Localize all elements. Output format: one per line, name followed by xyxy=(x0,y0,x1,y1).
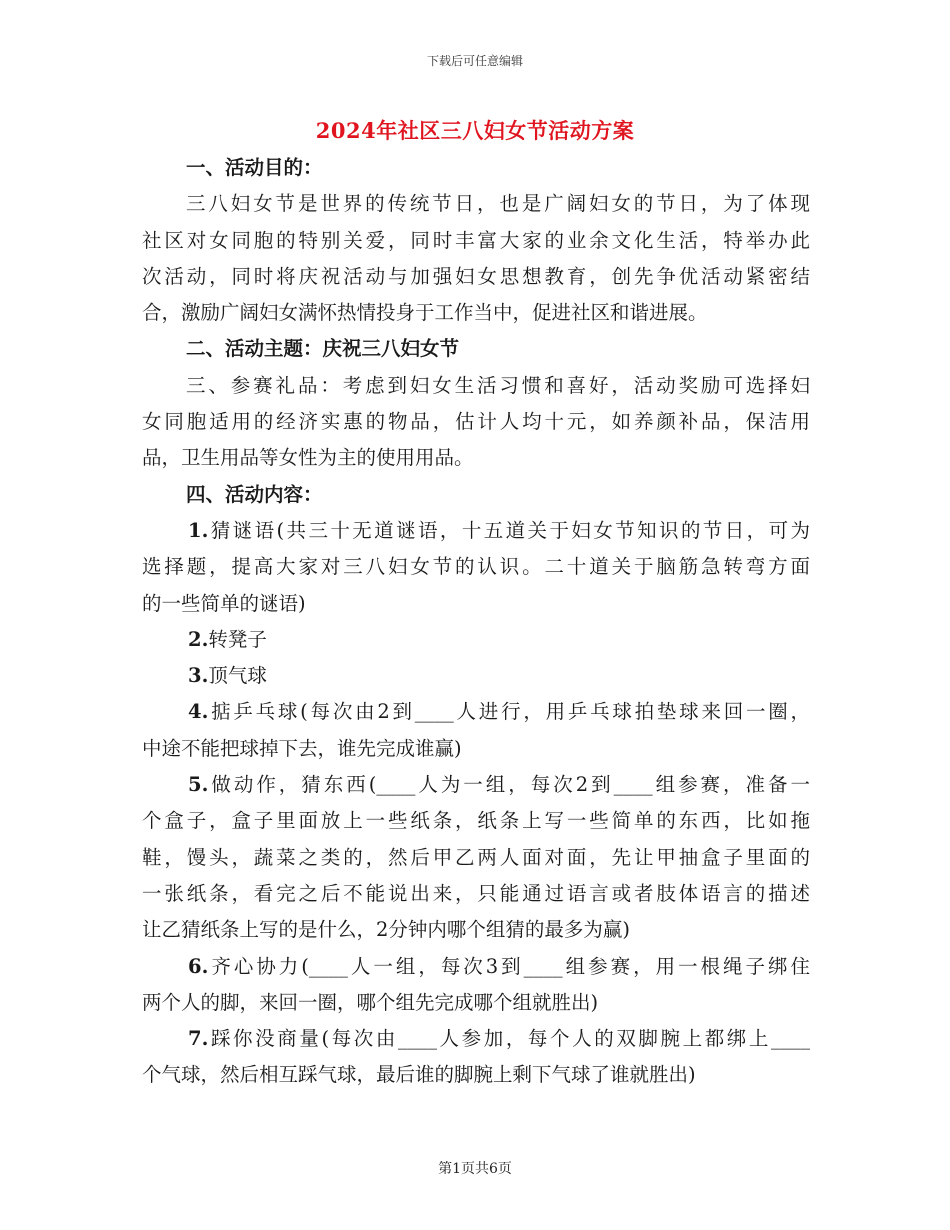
item-number: 3. xyxy=(188,664,209,688)
page-footer: 第1页共6页 xyxy=(438,1161,512,1177)
list-item-6 xyxy=(142,949,810,985)
item-text: 齐心协力(____人一组，每次3到____组参赛，用一根绳子绑住 xyxy=(208,954,810,978)
paragraph-line: 两个人的脚，来回一圈，哪个组先完成哪个组就胜出) xyxy=(142,990,599,1014)
item-text: 做动作，猜东西(____人为一组，每次2到____组参赛，准备一 xyxy=(208,773,810,797)
item-number: 1. xyxy=(188,518,209,542)
item-number: 7. xyxy=(188,1027,209,1051)
paragraph-line: 中途不能把球掉下去，谁先完成谁赢) xyxy=(142,736,462,760)
paragraph-line: 个盒子，盒子里面放上一些纸条，纸条上写一些简单的东西，比如拖 xyxy=(142,809,810,833)
paragraph-line: 鞋，馒头，蔬菜之类的，然后甲乙两人面对面，先让甲抽盒子里面的 xyxy=(142,845,810,869)
document-body xyxy=(142,150,810,1094)
paragraph-line: 选择题，提高大家对三八妇女节的认识。二十道关于脑筋急转弯方面 xyxy=(142,555,810,579)
item-text: 踩你没商量(每次由____人参加，每个人的双脚腕上都绑上____ xyxy=(208,1027,810,1051)
item-number: 4. xyxy=(188,700,209,724)
list-item-5 xyxy=(142,767,810,803)
document-title: 2024年社区三八妇女节活动方案 xyxy=(315,118,635,143)
item-number: 5. xyxy=(188,773,209,797)
paragraph-line: 让乙猜纸条上写的是什么，2分钟内哪个组猜的最多为赢) xyxy=(142,918,631,942)
paragraph-line: 三、参赛礼品：考虑到妇女生活习惯和喜好，活动奖励可选择妇 xyxy=(186,373,810,397)
list-item-7 xyxy=(142,1021,810,1057)
section-heading-content: 四、活动内容： xyxy=(186,482,323,506)
paragraph-line: 的一些简单的谜语) xyxy=(142,591,306,615)
list-item-1 xyxy=(142,513,810,549)
paragraph-line: 品，卫生用品等女性为主的使用用品。 xyxy=(142,446,474,470)
paragraph-line: 一张纸条，看完之后不能说出来，只能通过语言或者肢体语言的描述 xyxy=(142,881,810,905)
item-text: 掂乒乓球(每次由2到____人进行，用乒乓球拍垫球来回一圈， xyxy=(208,700,810,724)
section-heading-purpose: 一、活动目的： xyxy=(186,156,323,179)
list-item-2 xyxy=(142,622,810,658)
item-text: 转凳子 xyxy=(208,627,267,651)
paragraph-line: 次活动，同时将庆祝活动与加强妇女思想教育，创先争优活动紧密结 xyxy=(142,264,810,288)
list-item-4 xyxy=(142,694,810,730)
paragraph-line: 社区对女同胞的特别关爱，同时丰富大家的业余文化生活，特举办此 xyxy=(142,228,810,252)
page-header: 下载后可任意编辑 xyxy=(426,54,523,68)
paragraph-line: 女同胞适用的经济实惠的物品，估计人均十元，如养颜补品，保洁用 xyxy=(142,410,810,434)
item-text: 顶气球 xyxy=(208,664,267,688)
paragraph-line: 个气球，然后相互踩气球，最后谁的脚腕上剩下气球了谁就胜出) xyxy=(142,1063,696,1087)
item-text: 猜谜语(共三十无道谜语，十五道关于妇女节知识的节日，可为 xyxy=(208,518,810,542)
list-item-3 xyxy=(142,658,810,694)
item-number: 6. xyxy=(188,954,209,978)
item-number: 2. xyxy=(188,627,209,651)
section-heading-theme: 二、活动主题：庆祝三八妇女节 xyxy=(186,337,460,361)
paragraph-line: 合，激励广阔妇女满怀热情投身于工作当中，促进社区和谐进展。 xyxy=(142,301,708,325)
paragraph-line: 三八妇女节是世界的传统节日，也是广阔妇女的节日，为了体现 xyxy=(186,192,810,216)
